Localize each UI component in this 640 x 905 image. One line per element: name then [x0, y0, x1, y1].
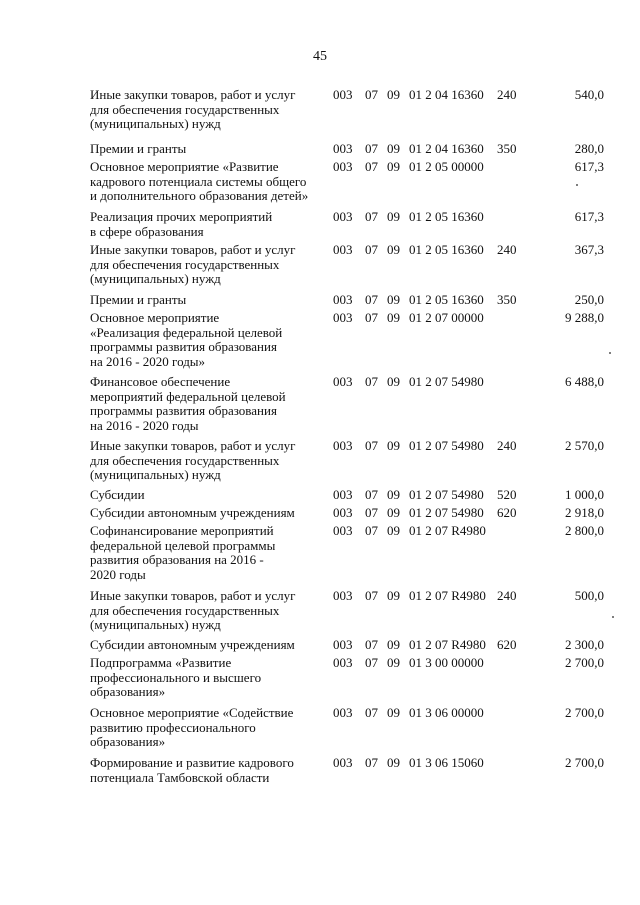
subsection-code: 09: [387, 588, 400, 603]
dept-code: 003: [333, 292, 353, 307]
target-article-code: 01 2 07 54980: [409, 505, 484, 520]
subsection-code: 09: [387, 292, 400, 307]
table-row: [0, 160, 640, 210]
scan-speck: [609, 352, 611, 354]
dept-code: 003: [333, 87, 353, 102]
subsection-code: 09: [387, 523, 400, 538]
dept-code: 003: [333, 159, 353, 174]
section-code: 07: [365, 310, 378, 325]
amount: 617,3: [574, 159, 604, 174]
section-code: 07: [365, 487, 378, 502]
dept-code: 003: [333, 705, 353, 720]
item-name: Основное мероприятие «Развитие кадрового потенциала системы общего и дополнительного образования детей»: [90, 159, 309, 203]
expense-type-code: 620: [497, 637, 517, 652]
amount: 2 800,0: [565, 523, 604, 538]
amount: 280,0: [574, 141, 604, 156]
section-code: 07: [365, 141, 378, 156]
target-article-code: 01 3 00 00000: [409, 655, 484, 670]
table-row: [0, 243, 640, 293]
table-row: [0, 88, 640, 142]
page-number: 45: [313, 49, 327, 64]
table-row: [0, 142, 640, 160]
section-code: 07: [365, 588, 378, 603]
subsection-code: 09: [387, 159, 400, 174]
amount: 367,3: [574, 242, 604, 257]
amount: 2 918,0: [565, 505, 604, 520]
subsection-code: 09: [387, 637, 400, 652]
subsection-code: 09: [387, 705, 400, 720]
subsection-code: 09: [387, 374, 400, 389]
table-row: [0, 488, 640, 506]
dept-code: 003: [333, 209, 353, 224]
expense-type-code: 350: [497, 292, 517, 307]
item-name: Формирование и развитие кадрового потенциала Тамбовской области: [90, 755, 294, 785]
section-code: 07: [365, 755, 378, 770]
section-code: 07: [365, 705, 378, 720]
item-name: Премии и гранты: [90, 141, 187, 156]
subsection-code: 09: [387, 87, 400, 102]
subsection-code: 09: [387, 487, 400, 502]
item-name: Софинансирование мероприятий федеральной целевой программы развития образования на 2016 - 2020 годы: [90, 523, 276, 582]
item-name: Иные закупки товаров, работ и услуг для обеспечения государственных (муниципальных) нужд: [90, 588, 296, 632]
dept-code: 003: [333, 242, 353, 257]
dept-code: 003: [333, 310, 353, 325]
expense-type-code: 240: [497, 588, 517, 603]
item-name: Субсидии автономным учреждениям: [90, 505, 295, 520]
section-code: 07: [365, 523, 378, 538]
subsection-code: 09: [387, 755, 400, 770]
dept-code: 003: [333, 374, 353, 389]
table-row: [0, 506, 640, 524]
expense-type-code: 520: [497, 487, 517, 502]
dept-code: 003: [333, 438, 353, 453]
amount: 2 570,0: [565, 438, 604, 453]
table-row: [0, 375, 640, 439]
target-article-code: 01 2 07 R4980: [409, 588, 486, 603]
expense-type-code: 240: [497, 242, 517, 257]
target-article-code: 01 2 05 16360: [409, 209, 484, 224]
dept-code: 003: [333, 523, 353, 538]
budget-table: [0, 88, 640, 789]
amount: 617,3: [574, 209, 604, 224]
section-code: 07: [365, 292, 378, 307]
table-row: [0, 293, 640, 311]
target-article-code: 01 2 04 16360: [409, 87, 484, 102]
item-name: Иные закупки товаров, работ и услуг для обеспечения государственных (муниципальных) нужд: [90, 438, 296, 482]
subsection-code: 09: [387, 141, 400, 156]
subsection-code: 09: [387, 655, 400, 670]
item-name: Субсидии: [90, 487, 145, 502]
scan-speck: [612, 616, 614, 618]
amount: 1 000,0: [565, 487, 604, 502]
table-row: [0, 656, 640, 706]
amount: 250,0: [574, 292, 604, 307]
section-code: 07: [365, 209, 378, 224]
target-article-code: 01 3 06 00000: [409, 705, 484, 720]
section-code: 07: [365, 438, 378, 453]
section-code: 07: [365, 374, 378, 389]
target-article-code: 01 2 05 16360: [409, 242, 484, 257]
subsection-code: 09: [387, 209, 400, 224]
subsection-code: 09: [387, 505, 400, 520]
amount: 2 700,0: [565, 655, 604, 670]
amount: 6 488,0: [565, 374, 604, 389]
target-article-code: 01 3 06 15060: [409, 755, 484, 770]
item-name: Иные закупки товаров, работ и услуг для обеспечения государственных (муниципальных) нужд: [90, 87, 296, 131]
target-article-code: 01 2 04 16360: [409, 141, 484, 156]
expense-type-code: 240: [497, 438, 517, 453]
table-row: [0, 210, 640, 243]
item-name: Иные закупки товаров, работ и услуг для обеспечения государственных (муниципальных) нужд: [90, 242, 296, 286]
target-article-code: 01 2 07 54980: [409, 374, 484, 389]
dept-code: 003: [333, 588, 353, 603]
amount: 2 700,0: [565, 705, 604, 720]
item-name: Субсидии автономным учреждениям: [90, 637, 295, 652]
dept-code: 003: [333, 487, 353, 502]
dept-code: 003: [333, 637, 353, 652]
target-article-code: 01 2 07 R4980: [409, 637, 486, 652]
dept-code: 003: [333, 755, 353, 770]
section-code: 07: [365, 87, 378, 102]
subsection-code: 09: [387, 242, 400, 257]
subsection-code: 09: [387, 438, 400, 453]
section-code: 07: [365, 505, 378, 520]
section-code: 07: [365, 637, 378, 652]
table-row: [0, 524, 640, 589]
target-article-code: 01 2 07 R4980: [409, 523, 486, 538]
item-name: Подпрограмма «Развитие профессионального и высшего образования»: [90, 655, 262, 699]
item-name: Основное мероприятие «Содействие развитию профессионального образования»: [90, 705, 294, 749]
target-article-code: 01 2 07 54980: [409, 487, 484, 502]
item-name: Реализация прочих мероприятий в сфере образования: [90, 209, 273, 239]
expense-type-code: 240: [497, 87, 517, 102]
section-code: 07: [365, 159, 378, 174]
table-row: [0, 756, 640, 789]
expense-type-code: 350: [497, 141, 517, 156]
item-name: Финансовое обеспечение мероприятий федеральной целевой программы развития образования на 2016 - 2020 годы: [90, 374, 286, 433]
subsection-code: 09: [387, 310, 400, 325]
table-row: [0, 439, 640, 488]
dept-code: 003: [333, 505, 353, 520]
item-name: Основное мероприятие «Реализация федеральной целевой программы развития образования на 2016 - 2020 годы»: [90, 310, 283, 369]
target-article-code: 01 2 07 00000: [409, 310, 484, 325]
scan-speck: [576, 184, 578, 186]
dept-code: 003: [333, 141, 353, 156]
dept-code: 003: [333, 655, 353, 670]
item-name: Премии и гранты: [90, 292, 187, 307]
section-code: 07: [365, 655, 378, 670]
amount: 2 700,0: [565, 755, 604, 770]
target-article-code: 01 2 07 54980: [409, 438, 484, 453]
amount: 9 288,0: [565, 310, 604, 325]
table-row: [0, 589, 640, 638]
amount: 2 300,0: [565, 637, 604, 652]
target-article-code: 01 2 05 16360: [409, 292, 484, 307]
expense-type-code: 620: [497, 505, 517, 520]
table-row: [0, 638, 640, 656]
amount: 500,0: [574, 588, 604, 603]
table-row: [0, 706, 640, 756]
target-article-code: 01 2 05 00000: [409, 159, 484, 174]
section-code: 07: [365, 242, 378, 257]
table-row: [0, 311, 640, 375]
amount: 540,0: [574, 87, 604, 102]
